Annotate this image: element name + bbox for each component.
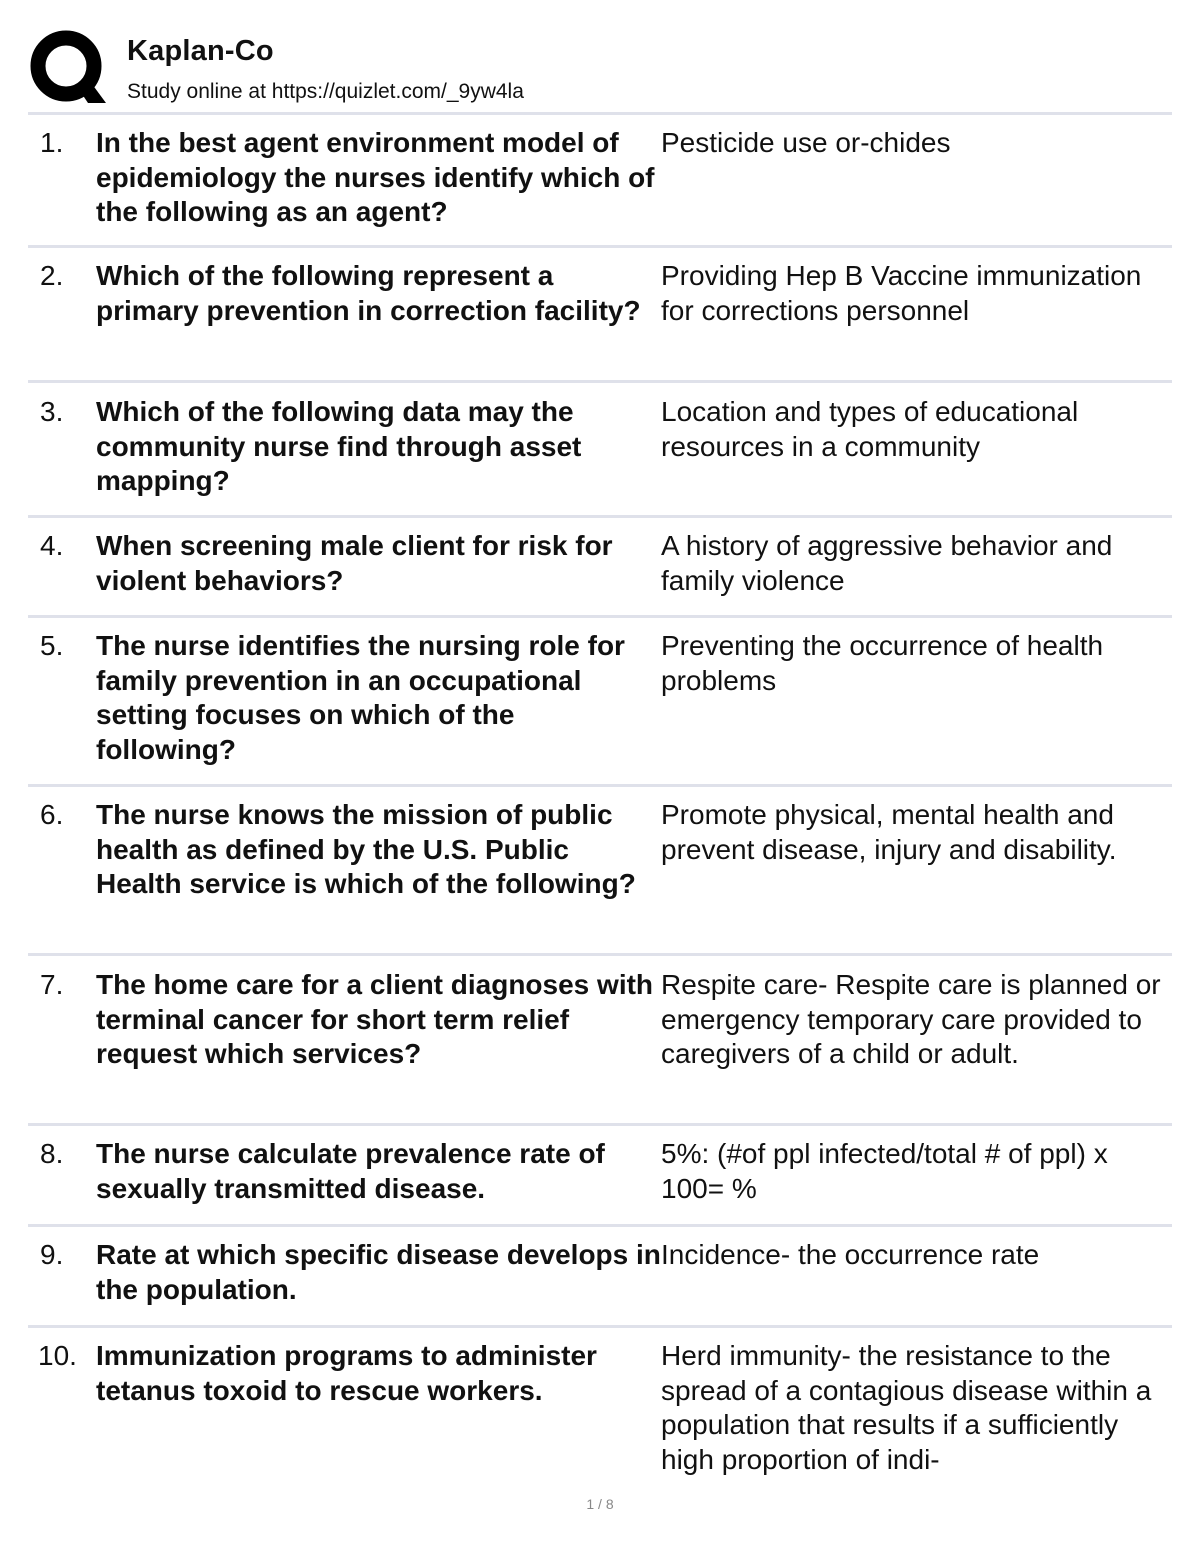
divider xyxy=(28,784,1172,787)
divider xyxy=(28,1224,1172,1227)
question-text: The nurse identifies the nursing role for family prevention in an occupational setting focuses on which of the following? xyxy=(96,630,625,765)
item-number: 2. xyxy=(40,260,64,291)
item-number: 7. xyxy=(40,969,64,1000)
item-number: 9. xyxy=(40,1239,64,1270)
answer-text: Promote physical, mental health and prevent disease, injury and disability. xyxy=(661,799,1117,865)
question-text: The nurse knows the mission of public health as defined by the U.S. Public Health service is which of the following? xyxy=(96,799,636,899)
divider xyxy=(28,1325,1172,1328)
item-number: 1. xyxy=(40,127,64,158)
divider xyxy=(28,245,1172,248)
item-number: 10. xyxy=(38,1340,77,1371)
divider xyxy=(28,112,1172,115)
divider xyxy=(28,380,1172,383)
question-text: Rate at which specific disease develops in the population. xyxy=(96,1239,661,1305)
answer-text: Respite care- Respite care is planned or emergency temporary care provided to caregivers of a child or adult. xyxy=(661,969,1161,1069)
answer-text: Incidence- the occurrence rate xyxy=(661,1239,1040,1270)
page-number: 1 / 8 xyxy=(586,1496,614,1512)
divider xyxy=(28,615,1172,618)
item-number: 3. xyxy=(40,396,64,427)
answer-text: Preventing the occurrence of health problems xyxy=(661,630,1104,696)
divider xyxy=(28,515,1172,518)
divider xyxy=(28,953,1172,956)
study-link[interactable]: Study online at https://quizlet.com/_9yw4la xyxy=(127,80,524,103)
item-number: 8. xyxy=(40,1138,64,1169)
item-number: 4. xyxy=(40,530,64,561)
answer-text: Location and types of educational resources in a community xyxy=(661,396,1079,462)
question-text: When screening male client for risk for violent behaviors? xyxy=(96,530,613,596)
answer-text: Pesticide use or-chides xyxy=(661,127,951,158)
answer-text: 5%: (#of ppl infected/total # of ppl) x 100= % xyxy=(661,1138,1108,1204)
question-text: Immunization programs to administer tetanus toxoid to rescue workers. xyxy=(96,1340,597,1406)
question-text: Which of the following represent a primary prevention in correction facility? xyxy=(96,260,641,326)
question-text: Which of the following data may the community nurse find through asset mapping? xyxy=(96,396,582,496)
question-text: In the best agent environment model of epidemiology the nurses identify which of the following as an agent? xyxy=(96,127,655,227)
quizlet-logo xyxy=(28,28,108,108)
divider xyxy=(28,1123,1172,1126)
deck-title: Kaplan-Co xyxy=(127,35,274,67)
question-text: The home care for a client diagnoses with terminal cancer for short term relief request which services? xyxy=(96,969,654,1069)
item-number: 5. xyxy=(40,630,64,661)
item-number: 6. xyxy=(40,799,64,830)
question-text: The nurse calculate prevalence rate of sexually transmitted disease. xyxy=(96,1138,605,1204)
answer-text: A history of aggressive behavior and family violence xyxy=(661,530,1113,596)
answer-text: Herd immunity- the resistance to the spread of a contagious disease within a population that results if a sufficiently high proportion of indi- xyxy=(661,1340,1152,1475)
answer-text: Providing Hep B Vaccine immunization for corrections personnel xyxy=(661,260,1142,326)
